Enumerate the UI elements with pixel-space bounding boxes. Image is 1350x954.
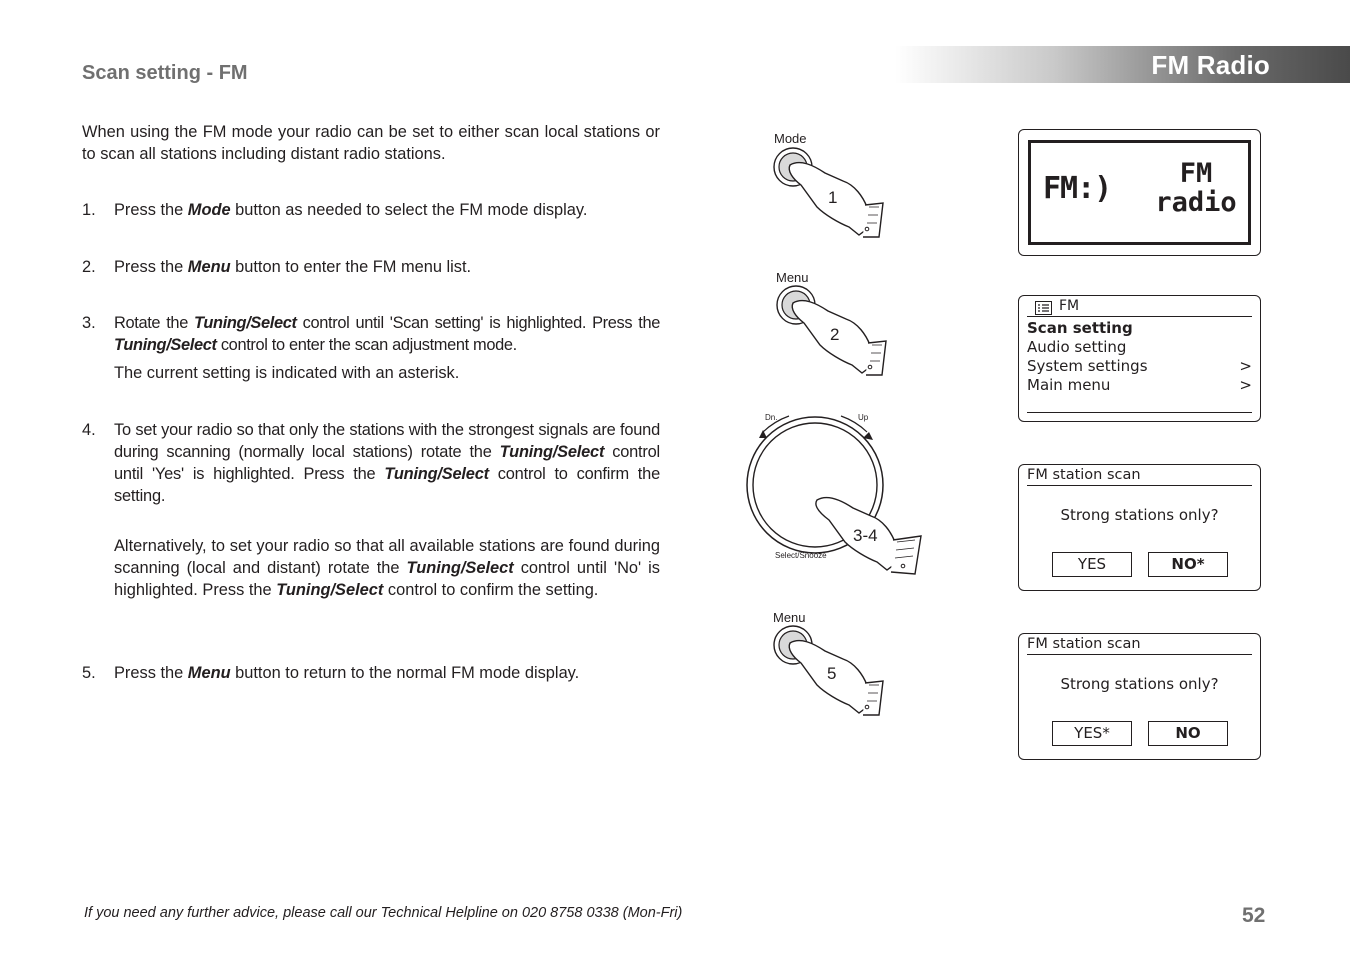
step-number: 1. [82,201,96,219]
step-number: 3. [82,314,96,332]
dial-up-label: Up [858,413,869,422]
step-text: control to confirm the setting. [114,465,660,505]
step-2-marker: 2 [830,325,840,344]
scan-screen-yes-selected [1018,633,1261,760]
page-number: 52 [1242,904,1266,927]
scan-title: FM station scan [1027,467,1252,486]
fm-display-screen [1018,129,1261,256]
step-3 [82,312,660,384]
tuning-dial-icon [745,410,930,585]
menu-button-label: Menu [773,610,806,625]
step-keyword: Menu [187,258,231,276]
step-number: 2. [82,258,96,276]
no-button[interactable]: NO [1148,721,1228,746]
step-text: button to return to the normal FM mode display. [230,664,580,682]
header-bar [895,46,1350,83]
menu-item-scan-setting[interactable]: Scan setting [1027,319,1133,337]
step-number: 5. [82,664,96,682]
scan-screen-no-selected [1018,464,1261,591]
step-1-marker: 1 [828,188,838,207]
menu-header [1027,298,1252,317]
yes-button[interactable]: YES* [1052,721,1132,746]
step-text: Press the [114,664,188,682]
scan-title: FM station scan [1027,636,1252,655]
intro-paragraph: When using the FM mode your radio can be set to either scan local stations or to scan all stations including distant radio stations. [82,123,660,163]
step-keyword: Tuning/Select [384,465,489,483]
yes-button[interactable]: YES [1052,552,1132,577]
fm-mode-icon: FM:) [1043,171,1112,206]
step-text: control until 'No' is highlighted. Press the [114,559,660,599]
step-keyword: Mode [187,201,231,219]
step-5 [82,662,660,684]
dial-down-label: Dn. [765,413,778,422]
menu-item-audio-setting[interactable]: Audio setting [1027,338,1127,356]
step-text: Alternatively, to set your radio so that all available stations are found during scanning (local and distant) rotate the [114,537,660,577]
step-text: Press the [114,258,188,276]
step-5-marker: 5 [827,664,837,683]
step-note: The current setting is indicated with an asterisk. [114,364,460,382]
step-keyword: Tuning/Select [194,314,297,332]
step-text: control to confirm the setting. [383,581,599,599]
fm-display-text [1151,159,1241,217]
step-4 [82,419,660,601]
fm-display-line1: FM [1179,158,1213,189]
step-text: Rotate the [114,314,194,332]
step-text: To set your radio so that only the stations with the strongest signals are found during scanning (normally local stations) rotate the [114,421,660,461]
no-button[interactable]: NO* [1148,552,1228,577]
step-text: control until 'Yes' is highlighted. Press the [114,443,661,483]
mode-button-label: Mode [774,131,807,146]
section-title: Scan setting - FM [82,62,248,84]
step-text: Press the [114,201,188,219]
scan-question: Strong stations only? [1060,675,1219,693]
step-1 [82,199,660,221]
step-34-marker: 3-4 [853,526,878,545]
menu-item-system-settings[interactable]: System settings > [1027,357,1252,375]
step-keyword: Menu [187,664,231,682]
step-keyword: Tuning/Select [406,559,514,577]
menu-title: FM [1059,298,1080,314]
step-keyword: Tuning/Select [499,443,605,461]
fm-menu-screen [1018,295,1261,422]
dial-label: Select/Snooze [775,551,827,560]
step-keyword: Tuning/Select [114,336,217,354]
fm-display-line2: radio [1155,187,1237,218]
lcd-frame [1028,140,1251,245]
step-text: button to enter the FM menu list. [230,258,472,276]
step-text: button as needed to select the FM mode display. [230,201,588,219]
scan-question: Strong stations only? [1060,506,1219,524]
step-2 [82,256,660,278]
menu-bottom-rule [1027,412,1252,413]
header-title: FM Radio [1151,50,1270,80]
step-number: 4. [82,421,96,439]
step-text: control until 'Scan setting' is highlighted. Press the [296,314,660,332]
helpline-note: If you need any further advice, please call our Technical Helpline on 020 8758 0338 (Mon-Fri) [84,905,683,921]
menu-item-main-menu[interactable]: Main menu > [1027,376,1252,394]
step-text: control to enter the scan adjustment mode. [216,336,517,354]
step-keyword: Tuning/Select [276,581,384,599]
list-icon [1035,301,1052,315]
menu-button-label: Menu [776,270,809,285]
